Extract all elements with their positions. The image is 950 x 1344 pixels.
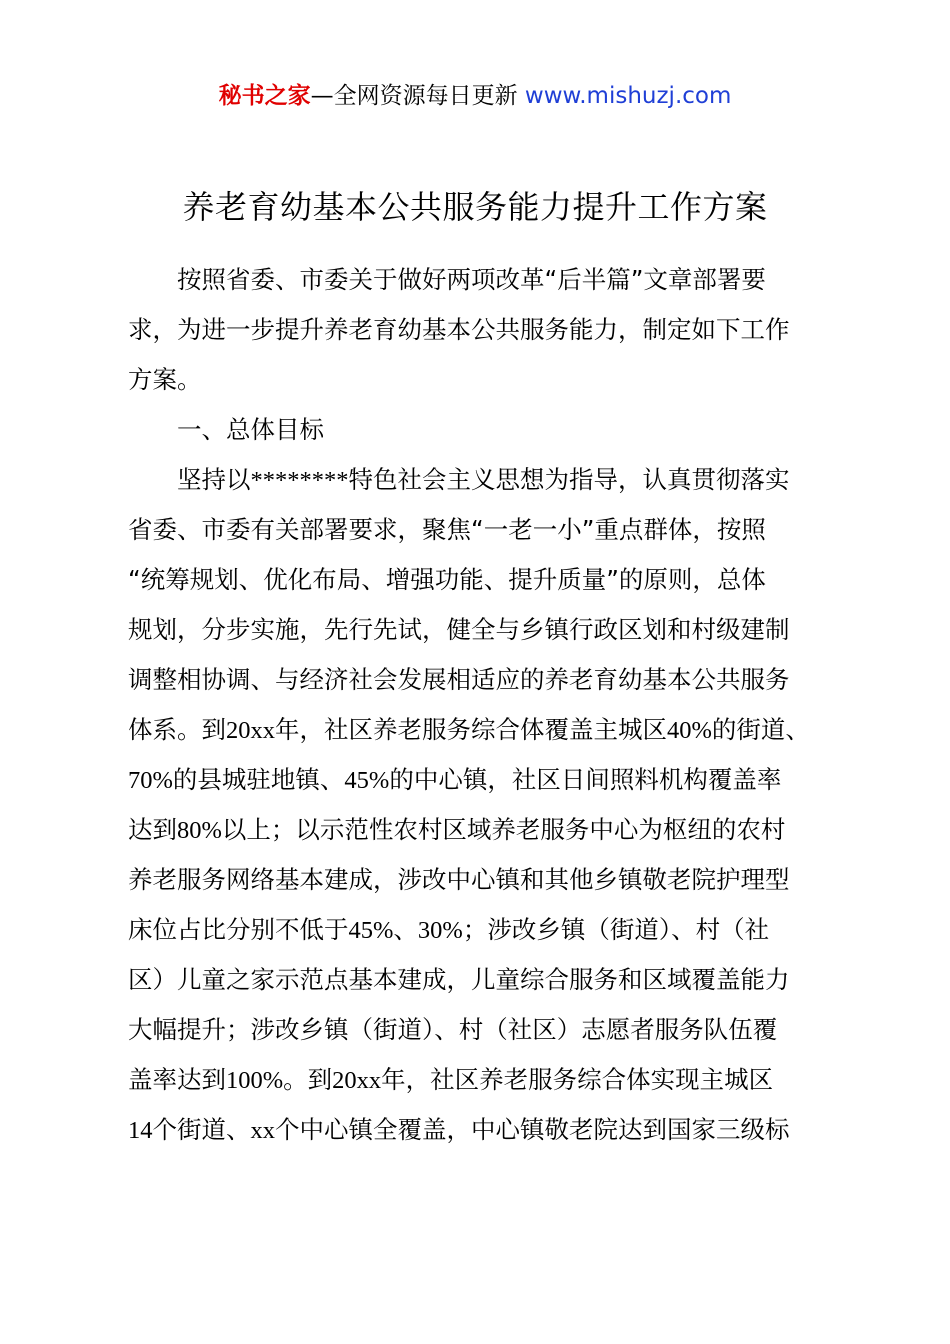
- body-line: 床位占比分别不低于45%、30%；涉改乡镇（街道）、村（社: [128, 915, 770, 944]
- site-url-link[interactable]: www.mishuzj.com: [524, 83, 732, 109]
- body-line: 省委、市委有关部署要求，聚焦“一老一小”重点群体，按照: [128, 515, 766, 544]
- document-title: 养老育幼基本公共服务能力提升工作方案: [182, 188, 768, 226]
- body-line: “统筹规划、优化布局、增强功能、提升质量”的原则，总体: [128, 565, 766, 594]
- body-line: 按照省委、市委关于做好两项改革“后半篇”文章部署要: [177, 265, 766, 294]
- body-line: 方案。: [128, 365, 202, 394]
- header-tagline: —全网资源每日更新: [310, 83, 518, 109]
- body-line: 规划，分步实施，先行先试，健全与乡镇行政区划和村级建制: [128, 615, 790, 644]
- body-line: 14个街道、xx个中心镇全覆盖，中心镇敬老院达到国家三级标: [128, 1115, 790, 1144]
- brand-name: 秘书之家: [218, 83, 311, 109]
- body-line: 坚持以********特色社会主义思想为指导，认真贯彻落实: [177, 465, 790, 494]
- section-heading: 一、总体目标: [177, 415, 324, 444]
- body-line: 区）儿童之家示范点基本建成，儿童综合服务和区域覆盖能力: [128, 965, 790, 994]
- body-line: 70%的县城驻地镇、45%的中心镇，社区日间照料机构覆盖率: [128, 765, 782, 794]
- body-line: 体系。到20xx年，社区养老服务综合体覆盖主城区40%的街道、: [128, 715, 810, 744]
- body-line: 调整相协调、与经济社会发展相适应的养老育幼基本公共服务: [128, 665, 790, 694]
- body-line: 养老服务网络基本建成，涉改中心镇和其他乡镇敬老院护理型: [128, 865, 790, 894]
- document-body: [128, 255, 848, 1155]
- site-header: [0, 80, 950, 112]
- body-line: 求，为进一步提升养老育幼基本公共服务能力，制定如下工作: [128, 315, 790, 344]
- body-line: 盖率达到100%。到20xx年，社区养老服务综合体实现主城区: [128, 1065, 774, 1094]
- body-line: 达到80%以上；以示范性农村区域养老服务中心为枢纽的农村: [128, 815, 786, 844]
- body-line: 大幅提升；涉改乡镇（街道）、村（社区）志愿者服务队伍覆: [128, 1015, 778, 1044]
